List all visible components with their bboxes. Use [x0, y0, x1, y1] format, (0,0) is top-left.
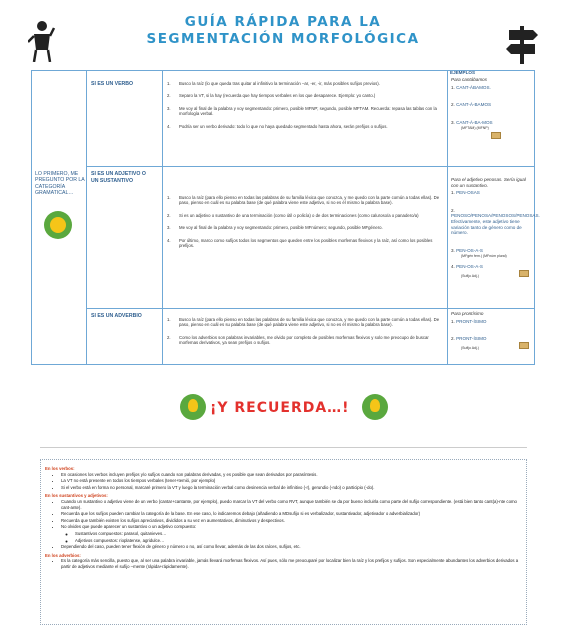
adverbs-section-title: En los adverbios: [45, 552, 81, 558]
verb-step: Podría ser un verbo derivado: todo lo que no haya quedado segmentado hasta ahora, serán prefijos o sufijos. [179, 123, 388, 129]
list-item: ◦ Sustantivos compuestos: parasol, quitanieves… [75, 531, 522, 537]
box-icon [519, 342, 529, 349]
list-item: • No olvides que puede aparecer un sustantivo o un adjetivo compuesto: [61, 524, 522, 530]
adjective-steps: 1. Busco la raíz (para ello pienso en todas las palabras de su familia léxica que conozca, y me quedo con la parte común a todas ellas). De paso, pienso en cuál es su palabra base (de qué palabra viene este adjetivo, si no es él mismo la palabra base). 2. Si es un adjetivo o sustantivo de una terminación (como útil o policía) o de dos terminaciones (como caluroso/a o panadero/a) 3. Me voy al final de la palabra y voy segmentando: primero, posible MFnúmero; segundo, posible MFgénero. 4. Por último, marco como sufijos todos los segmentos que queden entre los posibles morfemas flexivos y la raíz, así como los posibles prefijos. [167, 195, 442, 255]
list-item: • Dependiendo del caso, pueden tener flexión de género y número o no, así como llevar, además de las dos raíces, sufijos, etc. [61, 544, 522, 550]
adjective-step: Si es un adjetivo o sustantivo de una terminación (como útil o policía) o de dos terminaciones (como caluroso/a o panadero/a) [179, 212, 419, 218]
adjective-examples: Para el adjetivo penosas. Sería igual con un sustantivo. 1. PEN-OSAS 2. PENOSO/PENOSA/PENOSOS/PENOSAS. Efectivamente, este adjetivo tiene variación tanto de género como de número. 3. PEN-OS-A-S (MFgén fem.) (MFnúm plural) 4. PEN-OS-A-S (Sufijo Adj.) [451, 177, 540, 278]
verb-example-head: Para cantábamos [451, 77, 488, 82]
adjective-example: PEN-OSAS [456, 190, 480, 196]
head-lightbulb-icon [44, 211, 72, 239]
title-line-1: GUÍA RÁPIDA PARA LA [184, 14, 382, 30]
adverb-steps: 1. Busco la raíz (para ello pienso en todas las palabras de su familia léxica que conozca, y me quedo con la parte común a todas ellas). De paso, pienso en cuál es su palabra base (de qué palabra viene este adjetivo, si no es él mismo la palabra base). 2. Como los adverbios son palabras invariables, me olvido por completo de posibles morfemas flexivos y solo me preocupo de buscar morfemas derivativos, ya sean prefijos o sufijos. [167, 317, 442, 353]
adjective-example-note: (MFgén fem.) (MFnúm plural) [461, 254, 507, 259]
remember-banner [170, 394, 396, 424]
adjective-label: SI ES UN ADJETIVO O UN SUSTANTIVO [91, 171, 146, 184]
list-item: • Recuerda que los sufijos pueden cambiar la categoría de la base. En ese caso, lo indicaremos debajo (añadiendo a MDsufijo si es verbalizador, sustantivador, adjetivador o adverbializador) [61, 511, 522, 517]
adjective-step: Me voy al final de la palabra y voy segmentando: primero, posible MFnúmero; segundo, posible MFgénero. [179, 225, 383, 231]
adverb-label: SI ES UN ADVERBIO [91, 313, 142, 319]
list-item: • Recuerda que también existen los sufijos apreciativos, divididos a su vez en aumentativos, diminutivos y despectivos. [61, 518, 522, 524]
remember-notes [40, 459, 527, 625]
lightbulb-icon [362, 394, 388, 420]
verb-steps: 1. Busco la raíz (lo que queda tras quitar al infinitivo la terminación –ar, -er, -ir, más posibles sufijos previos). 2. Separo la VT, si la hay (recuerda que hay tiempos verbales en los que desaparece. Ejemplo: yo canto.) 3. Me voy al final de la palabra y voy segmentando: primero, posible MFNP; segundo, posible MFTAM. Recuerda: repasa las tablas con la morfología verbal. 4. Podría ser un verbo derivado: todo lo que no haya quedado segmentado hasta ahora, serán prefijos o sufijos. [167, 81, 442, 136]
list-item: • Si el verbo está en forma no personal, marcaré primero la VT y luego la terminación verbal como desinencia verbal de infinitivo (-r), gerundio (-ndo) o participio (-do). [61, 485, 522, 491]
verbs-list [61, 472, 522, 491]
list-item: ◦ Adjetivos compuestos: rioplatense, agridulce… [75, 538, 522, 544]
adverb-step: Como los adverbios son palabras invariables, me olvido por completo de posibles morfemas flexivos y solo me preocupo de buscar morfemas derivativos, ya sean prefijos o sufijos. [179, 334, 429, 346]
adverb-example: PRONT-ÍSIMO [456, 336, 487, 342]
adverbs-list [61, 558, 522, 569]
list-item: • La VT no está presente en todos los tiempos verbales (tener+temió, por ejemplo) [61, 478, 522, 484]
adjective-example: PEN-OS-A-S [456, 263, 483, 269]
examples-header: EJEMPLOS [450, 70, 476, 75]
adverb-example-note: (Sufijo Adj.) [461, 345, 479, 350]
verb-example: CANT-Á-BA-MOS [456, 119, 493, 125]
signpost-icon [505, 24, 539, 64]
verb-row [87, 71, 534, 167]
category-question: LO PRIMERO, ME PREGUNTO POR LA CATEGORÍA GRAMATICAL… [35, 171, 85, 197]
verb-example: CANT-Á-BAMOS [456, 102, 492, 108]
adjective-example-note: (Sufijo Adj.) [461, 273, 479, 278]
verb-step: Separo la VT, si la hay (recuerda que hay tiempos verbales en los que desaparece. Ejemplo: yo canto.) [179, 93, 376, 99]
list-item: • Cuando un sustantivo o adjetivo viene de un verbo (cantar+cantante, por ejemplo), puedo marcar la VT del verbo como RVT, aunque también se da por bueno incluirla como parte del sufijo correspondiente. (está bien tanto cant(a)-nte como cant-ante). [61, 499, 522, 510]
nouns-section-title: En los sustantivos y adjetivos: [45, 493, 108, 499]
title-line-2: SEGMENTACIÓN MORFOLÓGICA [146, 31, 420, 47]
list-item: • En ocasiones los verbos incluyen prefijos y/o sufijos cuando son palabras derivadas, y es posible que sean derivados por parasíntesis. [61, 472, 522, 478]
adjective-step: Busco la raíz (para ello pienso en todas las palabras de su familia léxica que conozca, y me quedo con la parte común a todas ellas). De paso, pienso en cuál es su palabra base (de qué palabra viene este adjetivo, si no es él mismo la palabra base). [179, 195, 440, 206]
nouns-list [61, 499, 522, 550]
adverb-example: PRONT-ÍSIMO [456, 318, 487, 324]
page-title [90, 14, 476, 48]
lightbulb-icon [180, 394, 206, 420]
verb-step: Busco la raíz (lo que queda tras quitar al infinitivo la terminación –ar, -er, -ir, más posibles sufijos previos). [179, 81, 380, 86]
verb-example: CANT-ÁBAMOS. [456, 84, 491, 90]
adjective-step: Por último, marco como sufijos todos los segmentos que queden entre los posibles morfemas flexivos y la raíz, así como los posibles prefijos. [179, 237, 433, 249]
verb-examples: Para cantábamos 1. CANT-ÁBAMOS. 2. CANT-Á-BAMOS 3. CANT-Á-BA-MOS (MFTAM) (MFNP) [451, 77, 533, 153]
verb-label: SI ES UN VERBO [91, 81, 134, 87]
adverb-step: Busco la raíz (para ello pienso en todas las palabras de su familia léxica que conozca, y me quedo con la parte común a todas ellas). De paso, pienso en cuál es su palabra base (de qué palabra viene este adjetivo, si no es él mismo la palabra base). [179, 317, 440, 328]
adjective-example: PENOSO/PENOSA/PENOSOS/PENOSAS. Efectivamente, este adjetivo tiene variación tanto de género como de número. [451, 213, 540, 236]
adverb-examples: Para prontísimo 1. PRONT-ÍSIMO 2. PRONT-ÍSIMO (Sufijo Adj.) [451, 311, 533, 363]
adjective-example: PEN-OS-A-S [456, 247, 483, 253]
list-item: • Es la categoría más sencilla, puesto que, al ser una palabra invariable, jamás llevará morfemas flexivos. Así pues, sólo me preocuparé por localizar bien la raíz y los prefijos y sufijos. Son especialmente abundantes los adverbios derivados a partir de adjetivos mediante el sufijo –mente (rápida+rápidamente). [61, 558, 522, 569]
thinker-icon [28, 20, 56, 62]
adjective-example-head: Para el adjetivo penosas. Sería igual con un sustantivo. [451, 177, 526, 188]
remember-heading: ¡Y RECUERDA…! [210, 400, 350, 416]
adjective-row [87, 167, 540, 309]
verb-step: Me voy al final de la palabra y voy segmentando: primero, posible MFNP; segundo, posible MFTAM. Recuerda: repasa las tablas con la morfología verbal. [179, 105, 437, 117]
box-icon [491, 132, 501, 139]
verbs-section-title: En los verbos: [45, 466, 75, 471]
box-icon [519, 270, 529, 277]
guide-table [31, 70, 540, 365]
adverb-row [87, 309, 534, 364]
category-column [32, 71, 87, 364]
verb-example-note: (MFTAM) (MFNP) [461, 126, 489, 131]
adverb-example-head: Para prontísimo [451, 311, 484, 316]
